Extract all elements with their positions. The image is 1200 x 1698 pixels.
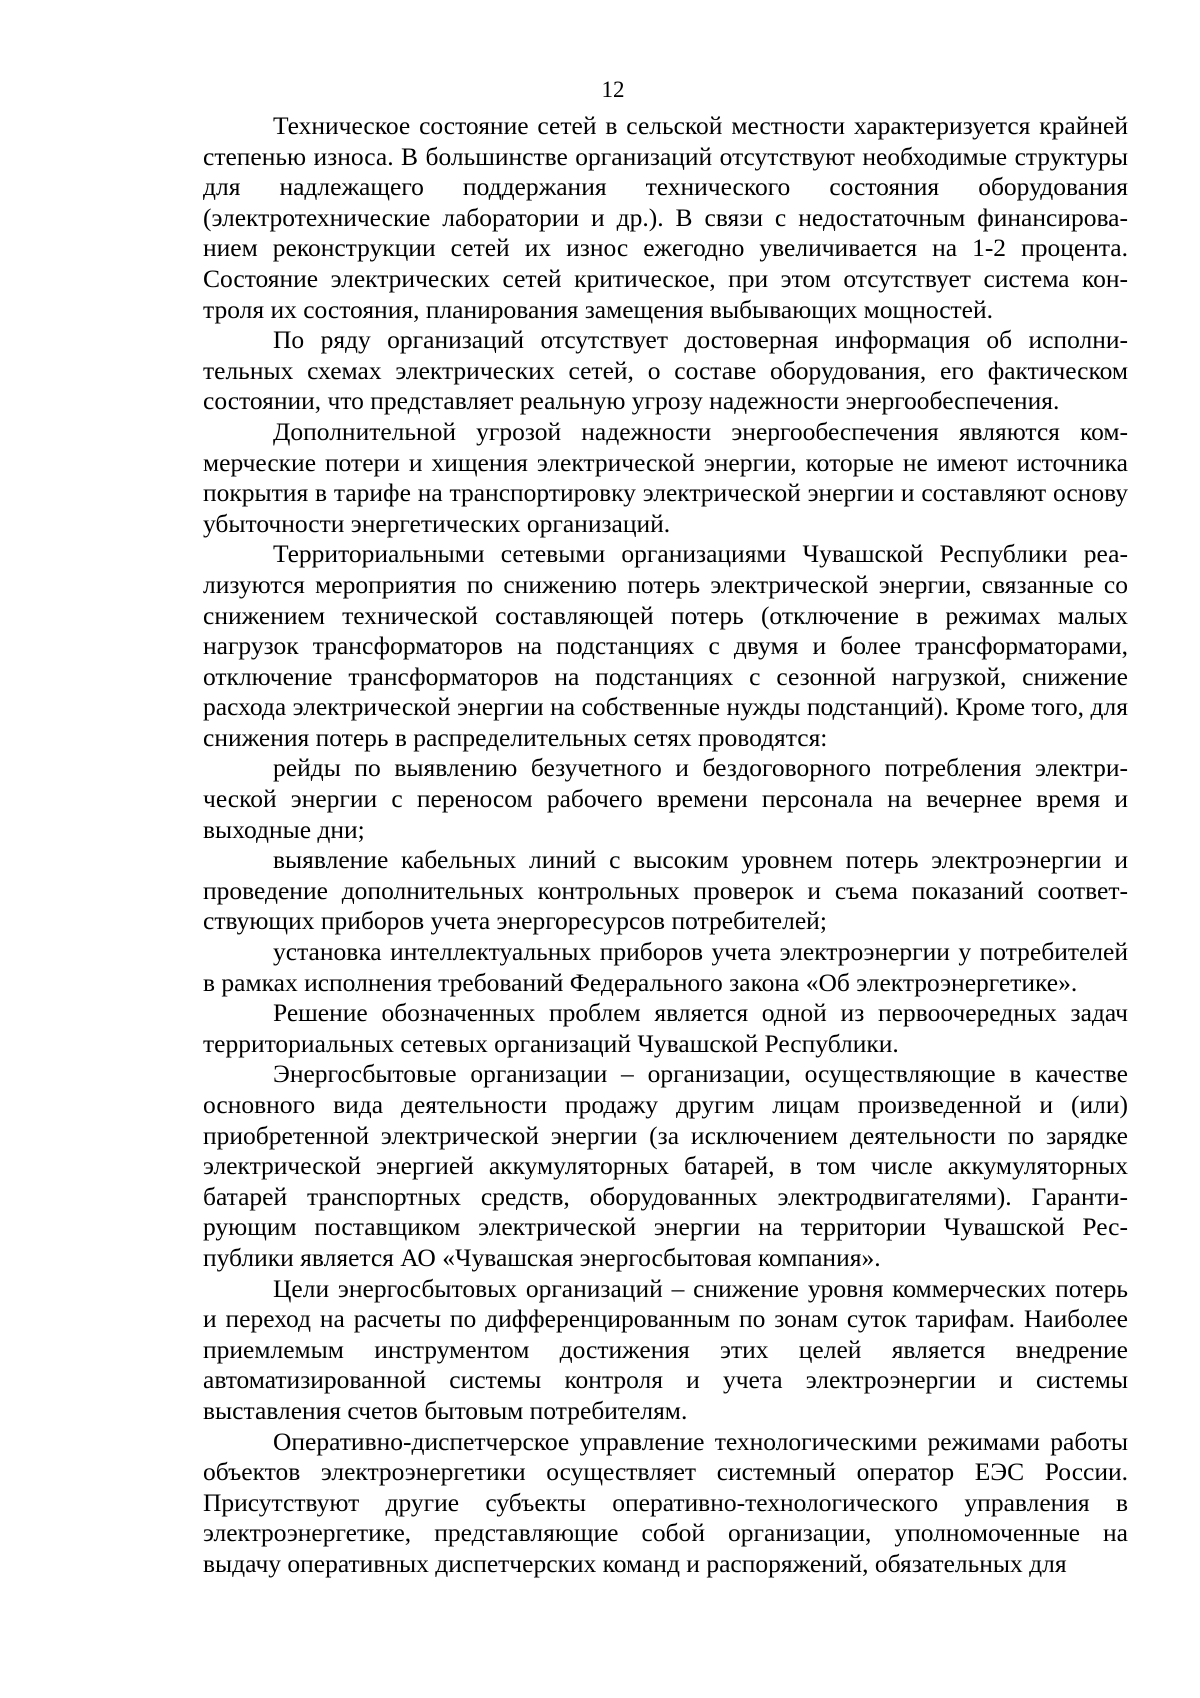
document-body	[203, 111, 1128, 1580]
paragraph-energy-sales-organizations: Энергосбытовые организации – организации, осуществляющие в качестве основного вида деятельности продажу другим лицам произведенной и (или) приобретенной электрической энергии (за исключением деятельности по зарядке электрической энергией аккумуляторных батарей, в том числе аккумуляторных батарей транспортных средств, оборудованных электродвигателями). Гарантирующим поставщиком электрической энергии на территории Чувашской Республики является АО «Чувашская энергосбытовая компания».	[203, 1059, 1128, 1272]
list-item-raids: рейды по выявлению безучетного и бездоговорного потребления электрической энергии с переносом рабочего времени персонала на вечернее время и выходные дни;	[203, 753, 1128, 844]
paragraph-loss-reduction-measures: Территориальными сетевыми организациями Чувашской Республики реализуются мероприятия по снижению потерь электрической энергии, связанные со снижением технической составляющей потерь (отключение в режимах малых нагрузок трансформаторов на подстанциях с двумя и более трансформаторами, отключение трансформаторов на подстанциях с сезонной нагрузкой, снижение расхода электрической энергии на собственные нужды подстанций). Кроме того, для снижения потерь в распределительных сетях проводятся:	[203, 539, 1128, 752]
paragraph-missing-information: По ряду организаций отсутствует достоверная информация об исполнительных схемах электрических сетей, о составе оборудования, его фактическом состоянии, что представляет реальную угрозу надежности энергообеспечения.	[203, 325, 1128, 416]
list-item-smart-meters: установка интеллектуальных приборов учета электроэнергии у потребителей в рамках исполнения требований Федерального закона «Об электроэнергетике».	[203, 937, 1128, 997]
paragraph-problem-solution: Решение обозначенных проблем является одной из первоочередных задач территориальных сетевых организаций Чувашской Республики.	[203, 998, 1128, 1058]
paragraph-network-condition: Техническое состояние сетей в сельской местности характеризуется крайней степенью износа. В большинстве организаций отсутствуют необходимые структуры для надлежащего поддержания технического состояния оборудования (электротехнические лаборатории и др.). В связи с недостаточным финансированием реконструкции сетей их износ ежегодно увеличивается на 1-2 процента. Состояние электрических сетей критическое, при этом отсутствует система контроля их состояния, планирования замещения выбывающих мощностей.	[203, 111, 1128, 324]
paragraph-energy-sales-goals: Цели энергосбытовых организаций – снижение уровня коммерческих потерь и переход на расчеты по дифференцированным по зонам суток тарифам. Наиболее приемлемым инструментом достижения этих целей является внедрение автоматизированной системы контроля и учета электроэнергии и системы выставления счетов бытовым потребителям.	[203, 1273, 1128, 1425]
paragraph-commercial-losses: Дополнительной угрозой надежности энергообеспечения являются коммерческие потери и хищения электрической энергии, которые не имеют источника покрытия в тарифе на транспортировку электрической энергии и составляют основу убыточности энергетических организаций.	[203, 416, 1128, 538]
page-number: 12	[601, 77, 625, 102]
paragraph-dispatch-control: Оперативно-диспетчерское управление технологическими режимами работы объектов электроэнергетики осуществляет системный оператор ЕЭС России. Присутствуют другие субъекты оперативно-технологического управления в электроэнергетике, представляющие собой организации, уполномоченные на выдачу оперативных диспетчерских команд и распоряжений, обязательных для	[203, 1426, 1128, 1578]
list-item-cable-lines: выявление кабельных линий с высоким уровнем потерь электроэнергии и проведение дополнительных контрольных проверок и съема показаний соответствующих приборов учета энергоресурсов потребителей;	[203, 845, 1128, 936]
